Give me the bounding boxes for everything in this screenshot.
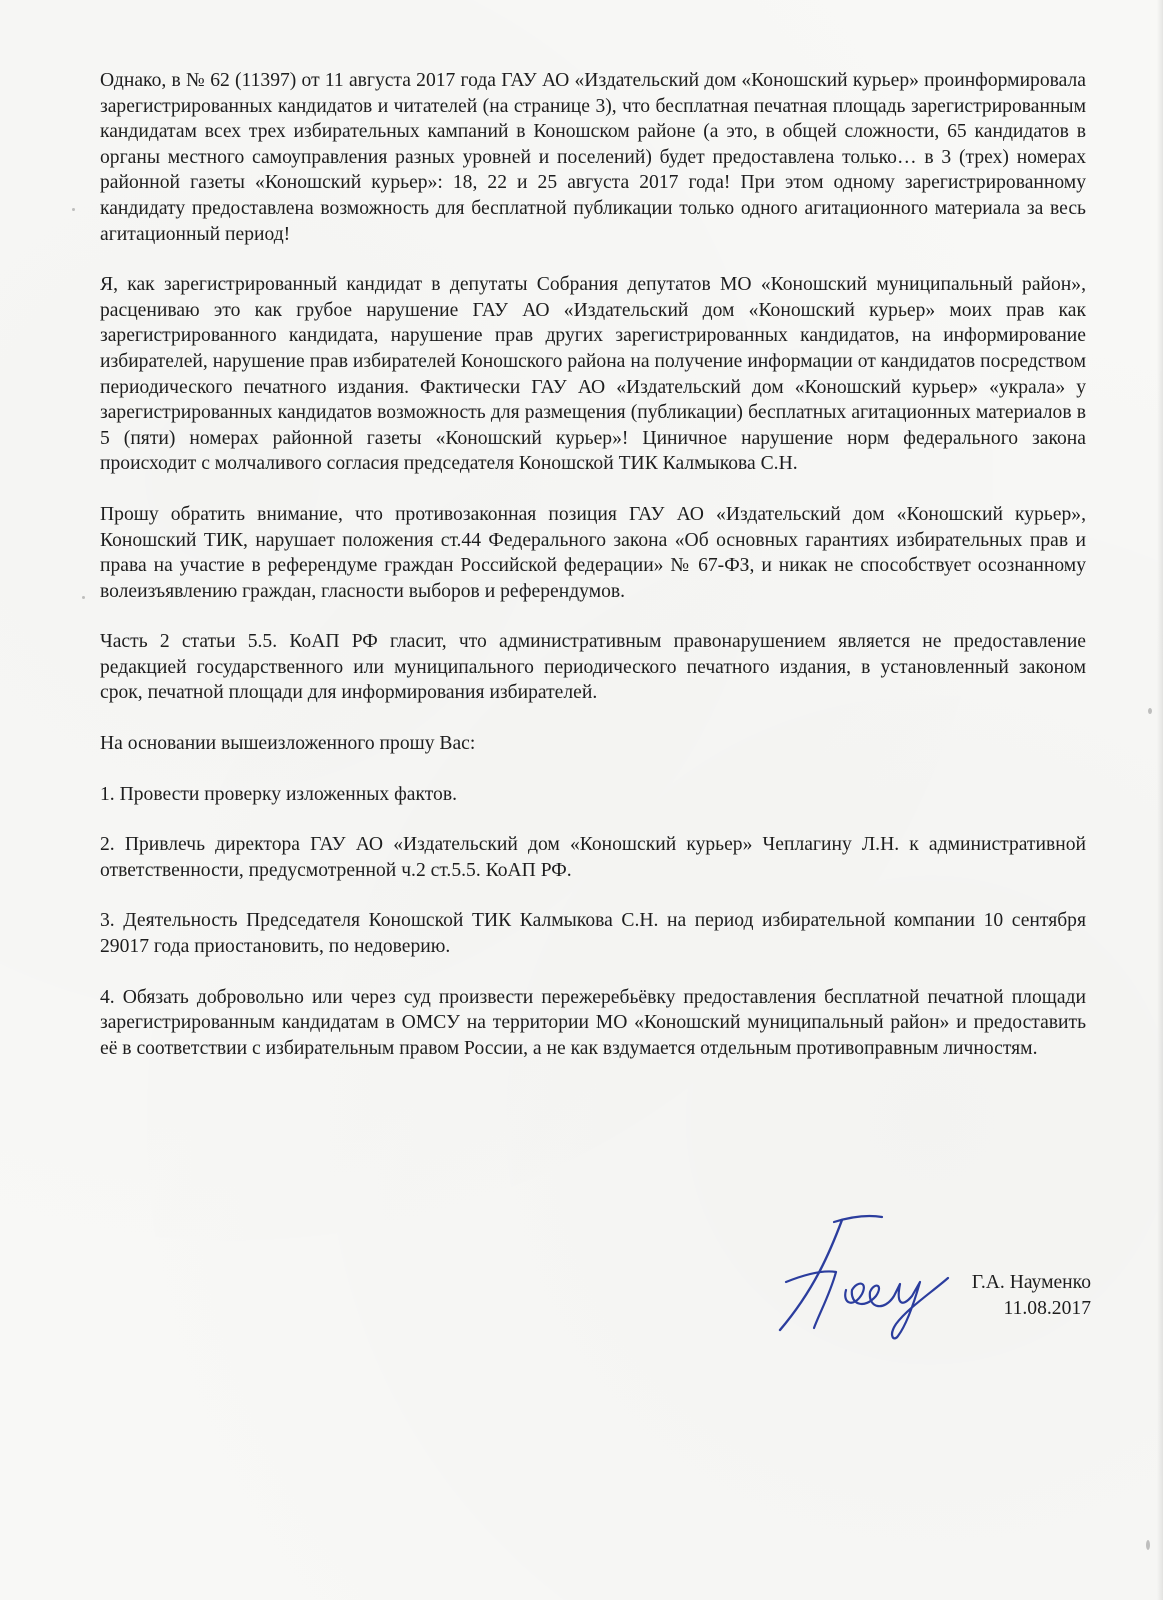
signer-name: Г.А. Науменко xyxy=(971,1272,1091,1293)
paragraph-legal-reference: Прошу обратить внимание, что противозаконная позиция ГАУ АО «Издательский дом «Коношский курьер», Коношский ТИК, нарушает положения ст.44 Федерального закона «Об основных гарантиях избирательных прав и права на участие в референдуме граждан Российской федерации» № 67-ФЗ, и никак не способствует осознанному волеизъявлению граждан, гласности выборов и референдумов. xyxy=(100,503,1086,602)
scan-speck xyxy=(1146,1540,1150,1550)
request-item-1: 1. Провести проверку изложенных фактов. xyxy=(100,783,457,805)
handwritten-signature xyxy=(772,1212,972,1342)
paragraph-request-intro: На основании вышеизложенного прошу Вас: xyxy=(100,733,476,755)
scan-edge-shadow xyxy=(1157,0,1163,1600)
signer-date: 11.08.2017 xyxy=(1003,1298,1091,1319)
scan-speck xyxy=(72,208,75,211)
paragraph-violation-claim: Я, как зарегистрированный кандидат в депутаты Собрания депутатов МО «Коношский муниципальный район», расцениваю это как грубое нарушение ГАУ АО «Издательский дом «Коношский курьер» моих прав как зарегистрированного кандидата, нарушение прав других зарегистрированных кандидатов, на информирование избирателей, нарушение прав избирателей Коношского района на получение информации от кандидатов посредством периодического печатного издания. Фактически ГАУ АО «Издательский дом «Коношский курьер» «украла» у зарегистрированных кандидатов возможность для размещения (публикации) бесплатных агитационных материалов в 5 (пяти) номерах районной газеты «Коношский курьер»! Циничное нарушение норм федерального закона происходит с молчаливого согласия председателя Коношской ТИК Калмыкова С.Н. xyxy=(100,274,1086,475)
paragraph-koap-article: Часть 2 статьи 5.5. КоАП РФ гласит, что административным правонарушением является не предоставление редакцией государственного или муниципального периодического печатного издания, в установленный законом срок, печатной площади для информирования избирателей. xyxy=(100,631,1086,704)
signer-block xyxy=(972,1270,1091,1322)
scan-speck xyxy=(82,596,85,599)
paragraph-publication-notice: Однако, в № 62 (11397) от 11 августа 2017 года ГАУ АО «Издательский дом «Коношский курьер» проинформировала зарегистрированных кандидатов и читателей (на странице 3), что бесплатная печатная площадь зарегистрированным кандидатам всех трех избирательных кампаний в Коношском районе (а это, в общей сложности, 65 кандидатов в органы местного самоуправления разных уровней и поселений) будет предоставлена только… в 3 (трех) номерах районной газеты «Коношский курьер»: 18, 22 и 25 августа 2017 года! При этом одному зарегистрированному кандидату предоставлена возможность для бесплатной публикации только одного агитационного материала за весь агитационный период! xyxy=(100,70,1086,245)
signature-drawing xyxy=(772,1212,972,1342)
request-item-3: 3. Деятельность Председателя Коношской ТИК Калмыкова С.Н. на период избирательной компании 10 сентября 29017 года приостановить, по недоверию. xyxy=(100,910,1086,958)
scan-speck xyxy=(1148,708,1152,714)
request-item-4: 4. Обязать добровольно или через суд произвести пережеребьёвку предоставления бесплатной печатной площади зарегистрированным кандидатам в ОМСУ на территории МО «Коношский муниципальный район» и предоставить её в соответствии с избирательным правом России, а не как вздумается отдельным противоправным личностям. xyxy=(100,986,1086,1059)
letter-body xyxy=(100,68,1086,1086)
request-item-2: 2. Привлечь директора ГАУ АО «Издательский дом «Коношский курьер» Чеплагину Л.Н. к административной ответственности, предусмотренной ч.2 ст.5.5. КоАП РФ. xyxy=(100,834,1086,881)
